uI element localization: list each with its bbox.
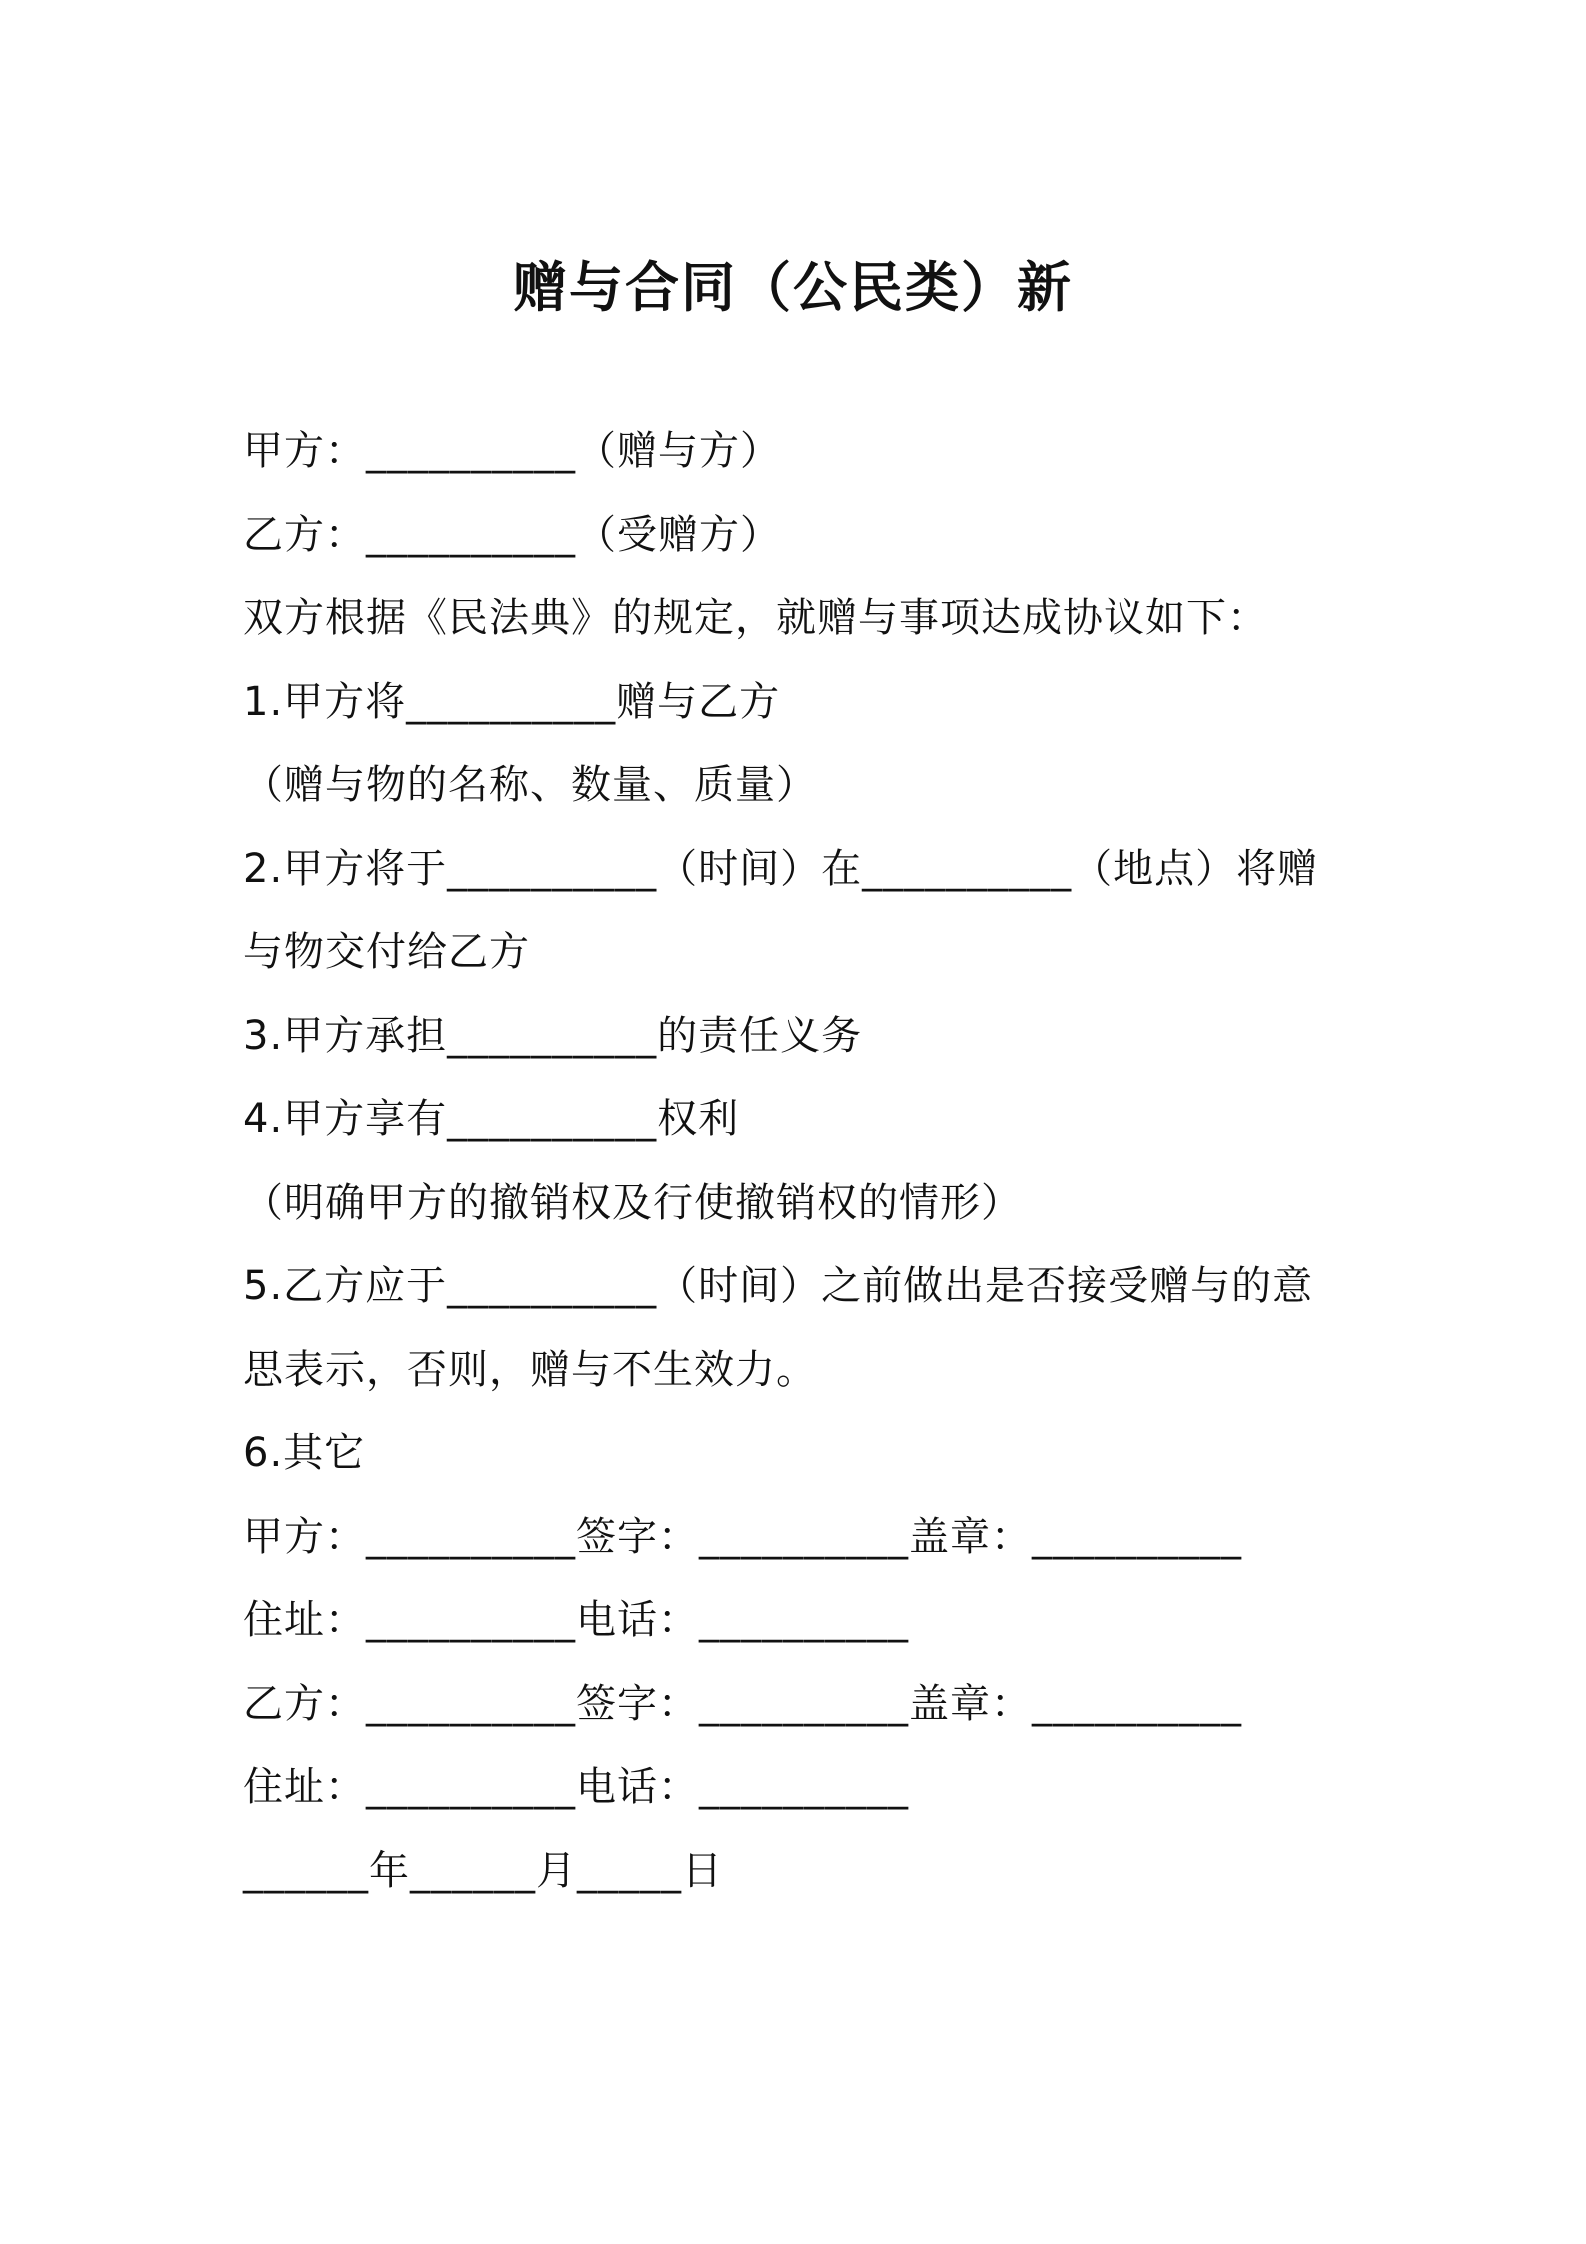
clause-5-line	[243, 1245, 1353, 1329]
clause-1-note-line	[243, 744, 1353, 828]
clause-1-text: 1.甲方将__________赠与乙方	[243, 678, 781, 725]
date-text: ______年______月_____日	[243, 1847, 723, 1894]
party-a-signature-text: 甲方：__________签字：__________盖章：__________	[243, 1513, 1242, 1560]
clause-5-continuation-line	[243, 1329, 1353, 1413]
clause-2-text: 2.甲方将于__________（时间）在__________（地点）将赠	[243, 845, 1319, 892]
party-b-text: 乙方：__________（受赠方）	[243, 511, 781, 558]
clause-4-line	[243, 1078, 1353, 1162]
clause-6-text: 6.其它	[243, 1430, 366, 1476]
clause-3-line	[243, 995, 1353, 1079]
clause-1-line	[243, 661, 1353, 745]
clause-2-continuation-line	[243, 911, 1353, 995]
clause-5-text: 5.乙方应于__________（时间）之前做出是否接受赠与的意	[243, 1263, 1314, 1309]
clause-1-note-text: （赠与物的名称、数量、质量）	[243, 762, 817, 808]
clause-4-note-text: （明确甲方的撤销权及行使撤销权的情形）	[243, 1179, 1022, 1226]
clause-5-continuation-text: 思表示，否则，赠与不生效力。	[243, 1346, 817, 1393]
clause-2-line	[243, 828, 1353, 912]
clause-6-line	[243, 1412, 1353, 1496]
clause-4-text: 4.甲方享有__________权利	[243, 1096, 740, 1142]
clause-2-continuation-text: 与物交付给乙方	[243, 929, 530, 975]
party-a-contact-line	[243, 1579, 1353, 1663]
document-title: 赠与合同（公民类）新	[513, 256, 1073, 319]
preamble-text: 双方根据《民法典》的规定，就赠与事项达成协议如下：	[243, 595, 1268, 641]
clause-4-note-line	[243, 1162, 1353, 1246]
clause-3-text: 3.甲方承担__________的责任义务	[243, 1012, 863, 1059]
date-line	[243, 1830, 1353, 1914]
party-b-signature-line	[243, 1663, 1353, 1747]
party-b-signature-text: 乙方：__________签字：__________盖章：__________	[243, 1680, 1242, 1727]
party-a-contact-text: 住址：__________电话：__________	[243, 1597, 909, 1643]
contract-body	[243, 410, 1353, 1913]
party-b-contact-line	[243, 1746, 1353, 1830]
party-a-signature-line	[243, 1496, 1353, 1580]
preamble-line	[243, 577, 1353, 661]
party-a-text: 甲方：__________（赠与方）	[243, 428, 781, 474]
party-b-contact-text: 住址：__________电话：__________	[243, 1764, 909, 1810]
party-a-line	[243, 410, 1353, 494]
party-b-line	[243, 494, 1353, 578]
